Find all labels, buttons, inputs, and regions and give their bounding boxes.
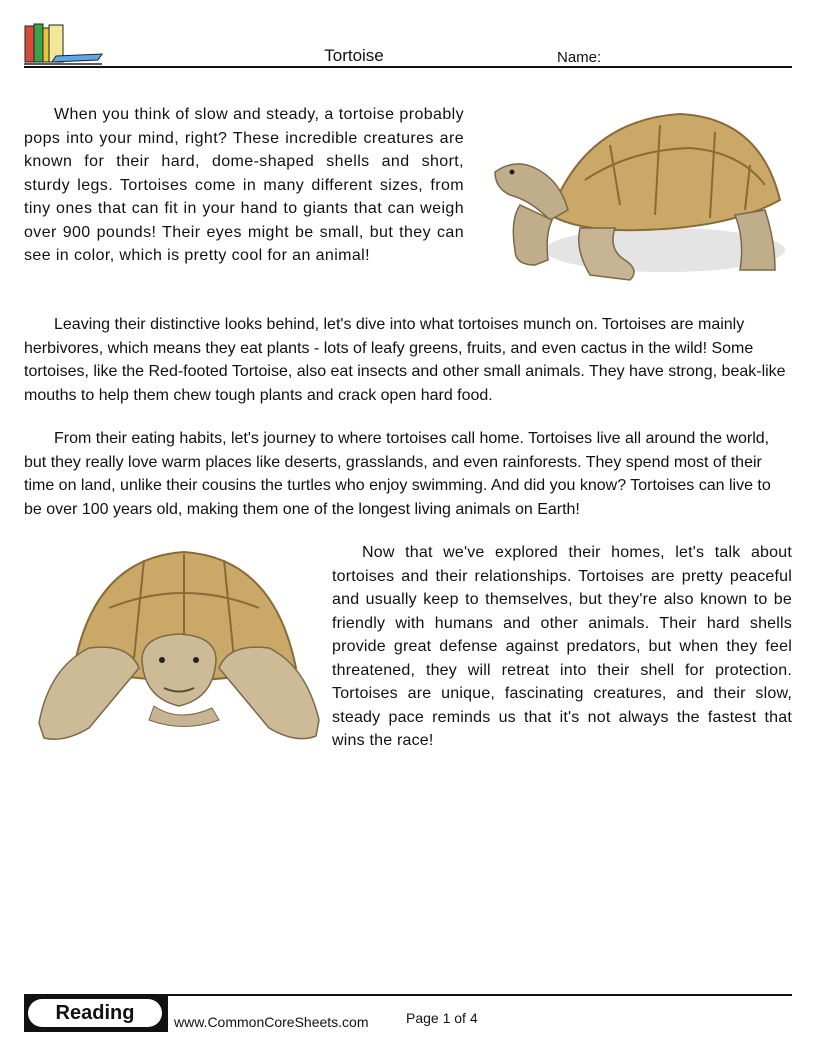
subject-badge <box>24 996 168 1032</box>
website-link[interactable]: www.CommonCoreSheets.com <box>174 1014 369 1030</box>
paragraph-3: From their eating habits, let's journey to where tortoises call home. Tortoises live all around the world, but they really love warm places like deserts, grasslands, and even rainforests. They spend most of their time on land, unlike their cousins the turtles who enjoy swimming. And did you know? Tortoises can live to be over 100 years old, making them one of the longest living animals on Earth! <box>24 430 771 518</box>
tortoise-front-image <box>34 548 324 748</box>
paragraph-1: When you think of slow and steady, a tortoise probably pops into your mind, right? These incredible creatures are known for their hard, dome-shaped shells and short, sturdy legs. Tortoises come in many different sizes, from tiny ones that can fit in your hand to giants that can weigh over 900 pounds! Their eyes might be small, but they can see in color, which is pretty cool for an animal! <box>24 106 464 264</box>
subject-badge-label: Reading <box>28 999 162 1027</box>
page-number: Page 1 of 4 <box>406 1010 478 1026</box>
page-header <box>24 22 792 68</box>
page-title: Tortoise <box>324 46 384 65</box>
name-label: Name: <box>557 49 602 66</box>
paragraph-4: Now that we've explored their homes, let's talk about tortoises and their relationships. Tortoises are pretty peaceful and usually keep to themselves, but they're also known to be friendly with humans and other animals. Their hard shells provide great defense against predators, but when they feel threatened, they will retreat into their shell for protection. Tortoises are unique, fascinating creatures, and their slow, steady pace reminds us that it's not always the fastest that wins the race! <box>332 544 792 749</box>
paragraph-2: Leaving their distinctive looks behind, let's dive into what tortoises munch on. Tortoises are mainly herbivores, which means they eat plants - lots of leafy greens, fruits, and even cactus in the wild! Some tortoises, like the Red-footed Tortoise, also eat insects and other small animals. They have strong, beak-like mouths to help them chew tough plants and crack open hard food. <box>24 316 786 404</box>
tortoise-side-image <box>490 110 790 295</box>
header-divider <box>24 66 792 68</box>
